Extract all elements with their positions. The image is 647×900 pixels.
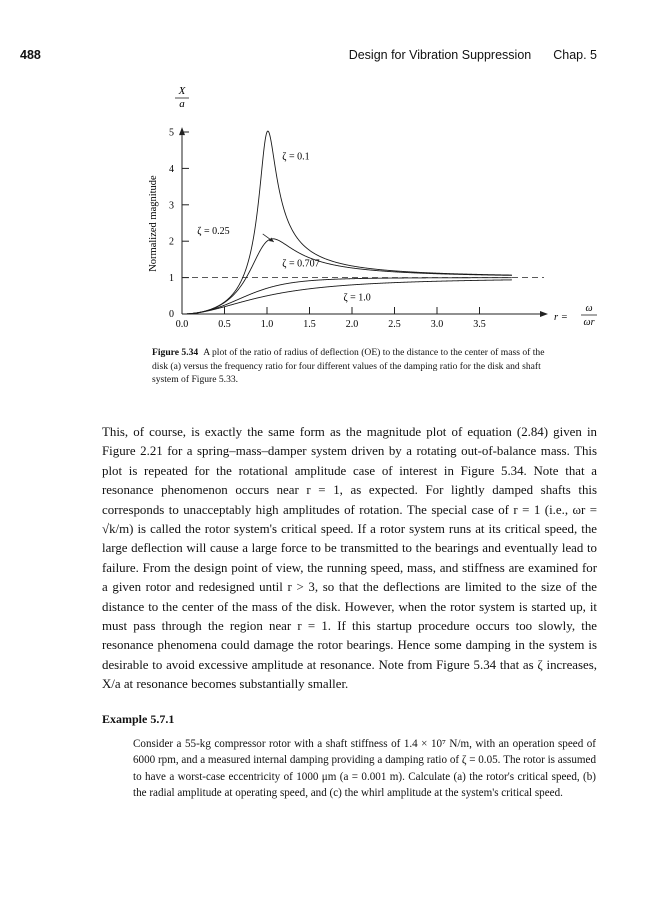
example-text: Consider a 55-kg compressor rotor with a shaft stiffness of 1.4 × 10⁷ N/m, with an operation speed of 6000 rpm, and a measured internal damping providing a damping ratio of ζ = 0.05. The rotor is assumed to have a worst-case eccentricity of 1000 μm (a = 0.001 m). Calculate (a) the rotor's critical speed, (b) the radial amplitude at operating speed, and (c) the whirl amplitude at the system's critical speed.	[133, 738, 596, 799]
y-origin-label: 0	[169, 309, 174, 320]
series-label: ζ = 0.707	[282, 258, 320, 270]
example-title: Example 5.7.1	[102, 712, 175, 726]
x-label-denominator: ωr	[583, 317, 595, 328]
y-tick-label: 3	[169, 200, 174, 212]
caption-label: Figure 5.34	[152, 347, 199, 358]
y-tick-label: 1	[169, 273, 174, 285]
x-tick-label: 0.5	[218, 319, 231, 330]
x-tick-label: 3.0	[430, 319, 444, 330]
running-title: Design for Vibration Suppression	[348, 48, 532, 62]
x-tick-label: 1.0	[260, 319, 274, 330]
y-label-denominator: a	[179, 98, 185, 110]
page-number: 488	[20, 48, 41, 62]
x-tick-label: 0.0	[175, 319, 189, 330]
y-tick-label: 5	[169, 127, 174, 139]
y-axis-side-label: Normalized magnitude	[148, 175, 159, 272]
running-head	[349, 48, 597, 62]
series-label: ζ = 1.0	[343, 292, 371, 304]
series-label: ζ = 0.25	[197, 225, 230, 237]
y-tick-label: 4	[169, 163, 174, 175]
x-tick-label: 1.5	[303, 319, 316, 330]
series-curve	[182, 131, 512, 314]
x-tick-label: 2.5	[388, 319, 401, 330]
body-paragraph: This, of course, is exactly the same form as the magnitude plot of equation (2.84) given in Figure 2.21 for a spring–mass–damper system driven by a rotating out-of-balance mass. This plot is repeated for the rotational amplitude case of interest in Figure 5.34. Note that a resonance phenomenon occurs near r = 1, as expected. For lightly damped shafts this corresponds to unacceptably high amplitudes of rotation. The special case of r = 1 (i.e., ωr = √k/m) is called the rotor system's critical speed. If a rotor system runs at its critical speed, the large deflection will cause a large force to be transmitted to the bearings and eventually lead to failure. From the design point of view, the running speed, mass, and stiffness are examined for a given rotor and redesigned until r > 3, so that the deflections are limited to the size of the distance to the center of the mass of the disk. However, when the rotor system is started up, it must pass through the region near r = 1. If this startup procedure occurs too slowly, the resonance phenomena could damage the rotor bearings. Hence some damping in the system is desirable to avoid excessive amplitude at resonance. Note from Figure 5.34 that as ζ increases, X/a at resonance becomes substantially smaller.	[102, 425, 597, 692]
figure-5-34-chart	[140, 80, 595, 340]
x-axis-arrowhead	[540, 311, 548, 317]
chapter-label: Chap. 5	[553, 48, 597, 62]
x-label-lhs: r =	[554, 312, 568, 323]
x-label-numerator: ω	[585, 303, 593, 314]
y-label-numerator: X	[178, 85, 186, 97]
figure-caption	[152, 346, 552, 387]
x-tick-label: 2.0	[345, 319, 359, 330]
caption-text: A plot of the ratio of radius of deflection (OE) to the distance to the center of mass of the disk (a) versus the frequency ratio for four different values of the damping ratio for the disk and shaft system of Figure 5.33.	[152, 347, 545, 386]
y-tick-label: 2	[169, 236, 174, 248]
y-axis-arrowhead	[179, 127, 185, 135]
x-tick-label: 3.5	[473, 319, 486, 330]
page-header	[20, 48, 597, 66]
series-label: ζ = 0.1	[282, 151, 310, 163]
